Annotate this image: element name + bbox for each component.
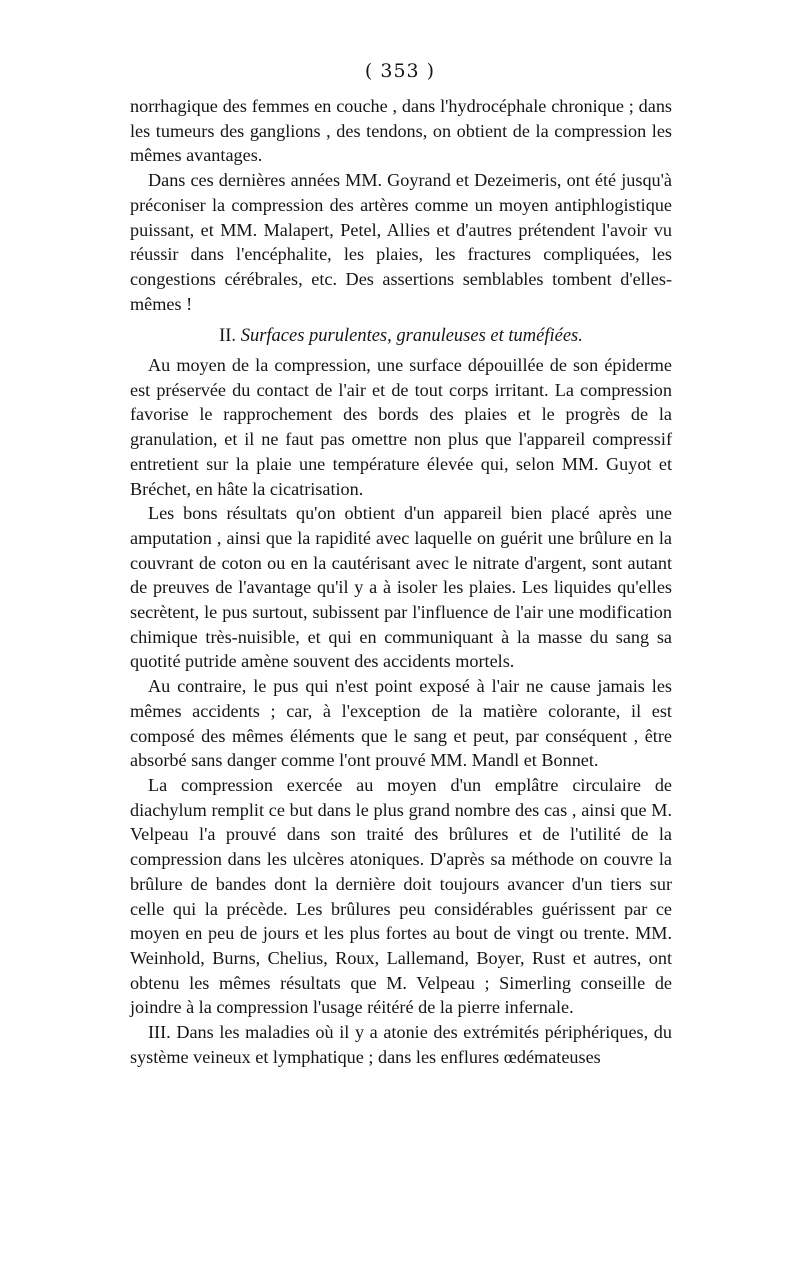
- paragraph: Les bons résultats qu'on obtient d'un appareil bien placé après une amputation , ainsi que la rapidité avec laquelle on guérit une brûlure en la couvrant de coton ou en la cautérisant avec le nitrate d'argent, sont autant de preuves de l'avantage qu'il y a à isoler les plaies. Les liquides qu'elles secrètent, le pus surtout, subissent par l'influence de l'air une modification chimique très-nuisible, et qui en communiquant à la masse du sang sa quotité putride amène souvent des accidents mortels.: [130, 503, 672, 672]
- paragraph: Au moyen de la compression, une surface dépouillée de son épiderme est préservée du contact de l'air et de tout corps irritant. La compression favorise le rapprochement des bords des plaies et le progrès de la granulation, et il ne faut pas omettre non plus que l'appareil compressif entretient sur la plaie une température élevée qui, selon MM. Guyot et Bréchet, en hâte la cicatrisation.: [130, 355, 672, 499]
- page-number: ( 353 ): [364, 60, 436, 82]
- section-title: Surfaces purulentes, granuleuses et tuméfiées.: [240, 326, 583, 347]
- paragraph: La compression exercée au moyen d'un emplâtre circulaire de diachylum remplit ce but dans le plus grand nombre des cas , ainsi que M. Velpeau l'a prouvé dans son traité des brûlures et de l'utilité de la compression dans les ulcères atoniques. D'après sa méthode on couvre la brûlure de bandes dont la dernière doit toujours avancer d'un tiers sur celle qui la précède. Les brûlures peu considérables guérissent par ce moyen en peu de jours et les plus fortes au bout de vingt ou trente. MM. Weinhold, Burns, Chelius, Roux, Lallemand, Boyer, Rust et autres, ont obtenu les mêmes résultats que M. Velpeau ; Simerling conseille de joindre à la compression l'usage réitéré de la pierre infernale.: [130, 774, 672, 1018]
- paragraph: III. Dans les maladies où il y a atonie des extrémités périphériques, du système veineux et lymphatique ; dans les enflures œdémateuses: [130, 1022, 672, 1067]
- paragraph: Au contraire, le pus qui n'est point exposé à l'air ne cause jamais les mêmes accidents ; car, à l'exception de la matière colorante, il est composé des mêmes éléments que le sang et peut, par conséquent , être absorbé sans danger comme l'ont prouvé MM. Mandl et Bonnet.: [130, 676, 672, 771]
- section-heading: [130, 324, 672, 349]
- section-numeral: II.: [219, 326, 237, 347]
- paragraph-continuation: norrhagique des femmes en couche , dans l'hydrocéphale chronique ; dans les tumeurs des ganglions , des tendons, on obtient de la compression les mêmes avantages.: [130, 96, 672, 166]
- page-body: [130, 94, 672, 1069]
- paragraph: Dans ces dernières années MM. Goyrand et Dezeimeris, ont été jusqu'à préconiser la compression des artères comme un moyen antiphlogistique puissant, et MM. Malapert, Petel, Allies et d'autres prétendent l'avoir vu réussir dans l'encéphalite, les plaies, les fractures compliquées, les congestions cérébrales, etc. Des assertions semblables tombent d'elles-mêmes !: [130, 170, 672, 314]
